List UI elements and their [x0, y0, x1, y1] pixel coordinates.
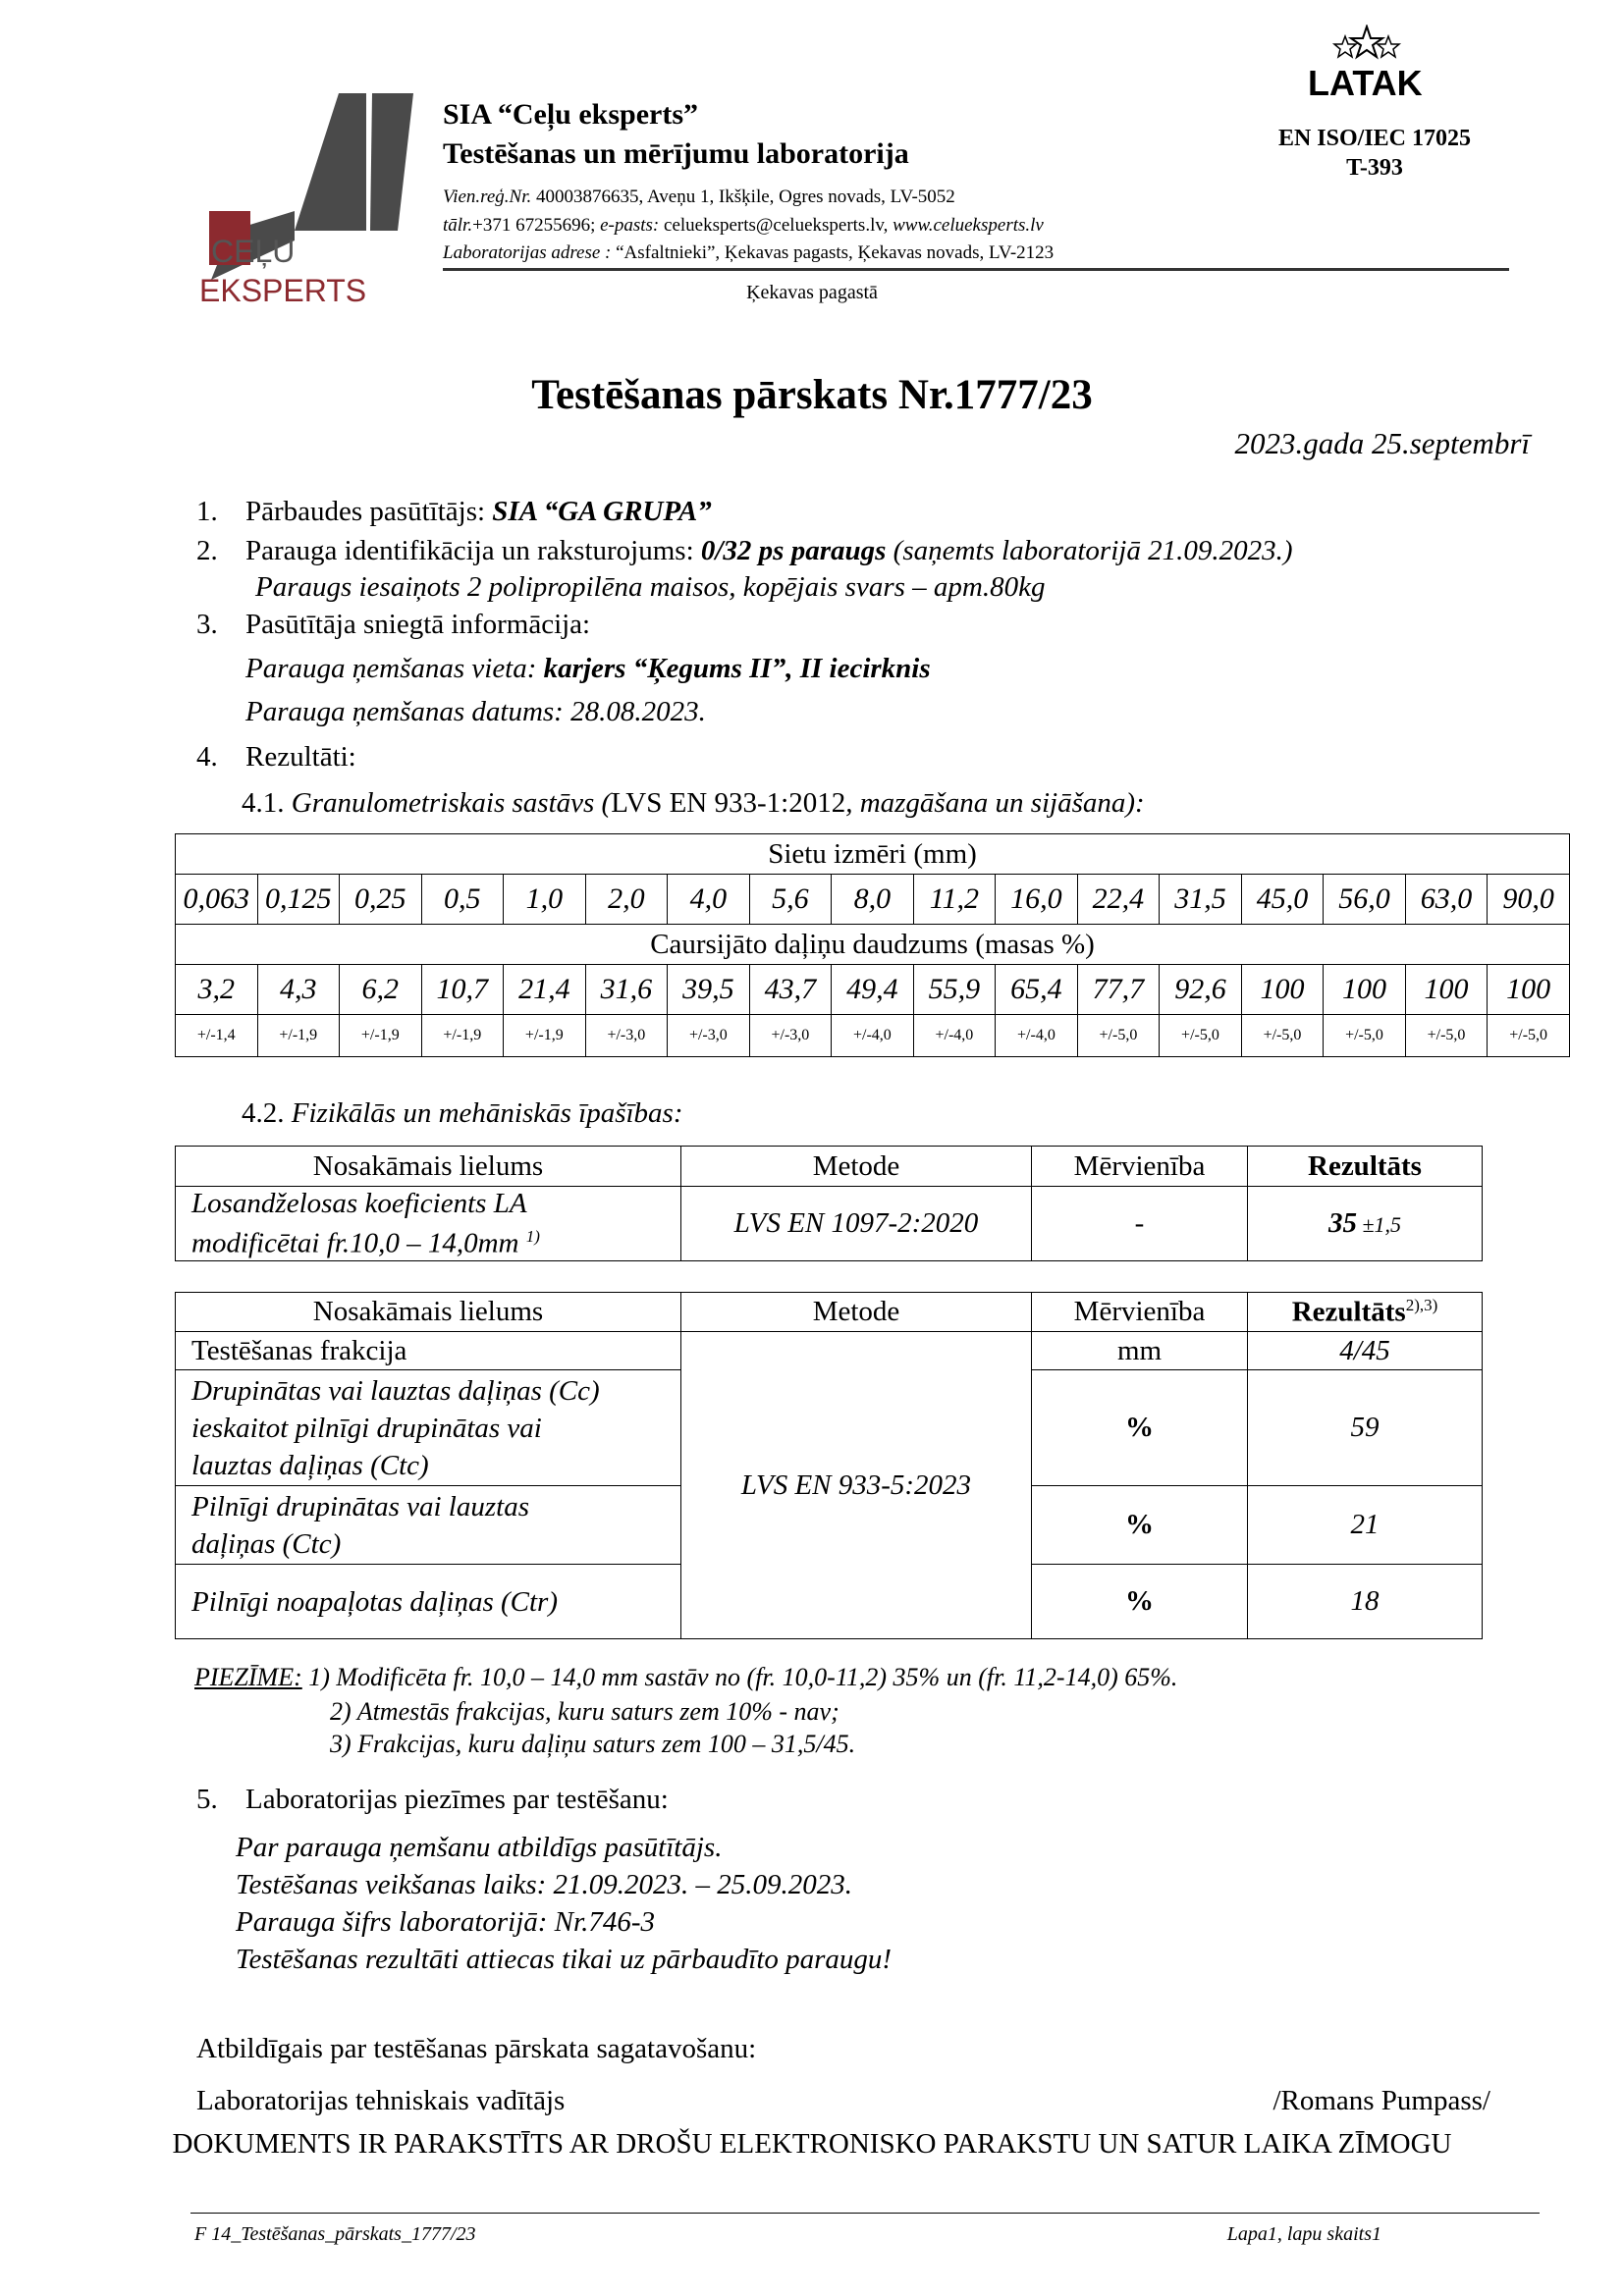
la-param-sup: 1) — [525, 1227, 540, 1246]
sampling-date: Parauga ņemšanas datums: 28.08.2023. — [245, 696, 706, 727]
frac-row-0-label: Testēšanas frakcija — [176, 1332, 681, 1370]
sieve-size-cell: 90,0 — [1488, 875, 1570, 925]
sampling-place-label: Parauga ņemšanas vieta: — [245, 653, 544, 684]
frac-row-3-label: Pilnīgi noapaļotas daļiņas (Ctr) — [176, 1565, 681, 1639]
note-label: PIEZĪME: — [194, 1663, 302, 1691]
email-label: e-pasts: — [600, 215, 660, 236]
footer-form-id: F 14_Testēšanas_pārskats_1777/23 — [194, 2223, 476, 2245]
passing-value-cell: 100 — [1241, 965, 1324, 1015]
la-uncertainty: ±1,5 — [1356, 1211, 1402, 1237]
sieve-size-cell: 0,5 — [421, 875, 504, 925]
section-3-number: 3. — [196, 609, 218, 640]
lab-address-value: “Asfaltnieki”, Ķekavas pagasts, Ķekavas novads, LV-2123 — [611, 242, 1055, 263]
sieve-size-cell: 31,5 — [1160, 875, 1242, 925]
passing-values-row — [176, 965, 1570, 1015]
la-coefficient-table — [175, 1146, 1483, 1261]
tel-label: tālr. — [443, 215, 473, 236]
tolerance-cell: +/-4,0 — [832, 1015, 914, 1057]
client-label: Pārbaudes pasūtītājs: — [245, 496, 493, 527]
frac-row-3-unit: % — [1032, 1565, 1248, 1639]
frac-row-1-unit: % — [1032, 1370, 1248, 1486]
note-1 — [194, 1663, 1177, 1692]
tolerance-cell: +/-1,9 — [257, 1015, 340, 1057]
frac-col-result-label: Rezultāts — [1291, 1296, 1406, 1328]
passing-value-cell: 65,4 — [996, 965, 1078, 1015]
passing-value-cell: 49,4 — [832, 965, 914, 1015]
frac-method: LVS EN 933-5:2023 — [681, 1332, 1032, 1639]
sieve-size-cell: 22,4 — [1077, 875, 1160, 925]
issue-place: Ķekavas pagastā — [746, 282, 878, 303]
sieve-size-cell: 8,0 — [832, 875, 914, 925]
website-link[interactable]: www.celueksperts.lv — [893, 215, 1044, 236]
la-col-result: Rezultāts — [1248, 1147, 1483, 1187]
passing-value-cell: 100 — [1488, 965, 1570, 1015]
company-contact-line — [443, 215, 1044, 237]
tolerance-cell: +/-4,0 — [913, 1015, 996, 1057]
report-title: Testēšanas pārskats Nr.1777/23 — [531, 372, 1093, 418]
passing-value-cell: 92,6 — [1160, 965, 1242, 1015]
note-2: 2) Atmestās frakcijas, kuru saturs zem 10% - nav; — [330, 1697, 839, 1726]
frac-row-1-label — [176, 1370, 681, 1486]
svg-text:EKSPERTS: EKSPERTS — [199, 273, 367, 308]
s42-label: Fizikālās un mehāniskās īpašības: — [291, 1097, 683, 1129]
email-value[interactable]: celueksperts@celueksperts.lv, — [659, 215, 893, 236]
sieve-size-cell: 63,0 — [1405, 875, 1488, 925]
frac-col-result — [1248, 1293, 1483, 1332]
lab-note-4: Testēšanas rezultāti attiecas tikai uz pārbaudīto paraugu! — [236, 1944, 893, 1975]
la-col-param: Nosakāmais lielums — [176, 1147, 681, 1187]
lab-note-2: Testēšanas veikšanas laiks: 21.09.2023. – 25.09.2023. — [236, 1869, 853, 1900]
sampling-place-value: karjers “Ķegums II”, II iecirknis — [543, 653, 931, 684]
note-3: 3) Frakcijas, kuru daļiņu saturs zem 100 – 31,5/45. — [330, 1730, 856, 1758]
la-col-unit: Mērvienība — [1032, 1147, 1248, 1187]
section-4-number: 4. — [196, 741, 218, 773]
passing-value-cell: 10,7 — [421, 965, 504, 1015]
footer-page-count: Lapa1, lapu skaits1 — [1226, 2223, 1381, 2245]
frac-col-result-sup: 2),3) — [1405, 1295, 1438, 1314]
section-5-title: Laboratorijas piezīmes par testēšanu: — [245, 1784, 669, 1815]
frac-row-2-value: 21 — [1248, 1486, 1483, 1565]
sieve-size-cell: 56,0 — [1324, 875, 1406, 925]
sieve-size-cell: 0,063 — [176, 875, 258, 925]
header-rule — [443, 268, 1509, 271]
signer-name: /Romans Pumpass/ — [1272, 2085, 1490, 2116]
lab-address-label: Laboratorijas adrese : — [443, 242, 612, 263]
section-2-number: 2. — [196, 535, 218, 566]
section-2-sample — [245, 535, 1292, 567]
s42-number: 4.2. — [242, 1097, 292, 1129]
accreditation-number: T-393 — [1346, 155, 1403, 181]
signer-role: Laboratorijas tehniskais vadītājs — [196, 2085, 566, 2116]
frac-row-1-value: 59 — [1248, 1370, 1483, 1486]
tolerance-cell: +/-5,0 — [1405, 1015, 1488, 1057]
passing-value-cell: 4,3 — [257, 965, 340, 1015]
section-1-client — [245, 496, 712, 528]
frac-row-0-value: 4/45 — [1248, 1332, 1483, 1370]
passing-value-cell: 55,9 — [913, 965, 996, 1015]
frac-row-3-value: 18 — [1248, 1565, 1483, 1639]
fractured-particles-table — [175, 1292, 1483, 1639]
lab-note-3: Parauga šifrs laboratorijā: Nr.746-3 — [236, 1906, 655, 1938]
s41-label: Granulometriskais sastāvs ( — [291, 787, 612, 819]
passing-header: Caursijāto daļiņu daudzums (masas %) — [176, 925, 1570, 965]
passing-value-cell: 21,4 — [504, 965, 586, 1015]
la-data-row — [176, 1187, 1483, 1261]
passing-value-cell: 100 — [1405, 965, 1488, 1015]
responsible-label: Atbildīgais par testēšanas pārskata sagatavošanu: — [196, 2033, 757, 2064]
svg-text:LATAK: LATAK — [1308, 63, 1423, 101]
section-3-title: Pasūtītāja sniegtā informācija: — [245, 609, 591, 640]
sieve-size-cell: 45,0 — [1241, 875, 1324, 925]
sieve-values-row — [176, 875, 1570, 925]
sample-id: 0/32 ps paraugs — [700, 535, 887, 566]
tolerance-cell: +/-5,0 — [1077, 1015, 1160, 1057]
tolerance-cell: +/-1,9 — [340, 1015, 422, 1057]
la-result-cell — [1248, 1187, 1483, 1261]
s41-rest: , mazgāšana un sijāšana): — [845, 787, 1145, 819]
reg-value: 40003876635, Aveņu 1, Ikšķile, Ogres novads, LV-5052 — [531, 187, 955, 207]
sieve-size-cell: 5,6 — [749, 875, 832, 925]
sieve-size-cell: 16,0 — [996, 875, 1078, 925]
la-param-line1: Losandželosas koeficients LA — [191, 1188, 527, 1219]
tolerance-cell: +/-1,4 — [176, 1015, 258, 1057]
tolerance-cell: +/-3,0 — [749, 1015, 832, 1057]
tolerance-cell: +/-3,0 — [585, 1015, 668, 1057]
la-unit: - — [1032, 1187, 1248, 1261]
frac-row-1-l3: lauztas daļiņas (Ctc) — [191, 1449, 429, 1481]
note-1-text: 1) Modificēta fr. 10,0 – 14,0 mm sastāv no (fr. 10,0-11,2) 35% un (fr. 11,2-14,0) 65%. — [301, 1663, 1178, 1691]
section-5-number: 5. — [196, 1784, 218, 1815]
section-1-number: 1. — [196, 496, 218, 527]
passing-value-cell: 31,6 — [585, 965, 668, 1015]
sample-label: Parauga identifikācija un raksturojums: — [245, 535, 701, 566]
e-signature-statement: DOKUMENTS IR PARAKSTĪTS AR DROŠU ELEKTRONISKO PARAKSTU UN SATUR LAIKA ZĪMOGU — [172, 2128, 1452, 2160]
footer-rule — [190, 2213, 1540, 2214]
s41-number: 4.1. — [242, 787, 292, 819]
company-lab-address — [443, 242, 1054, 264]
section-4-2-title — [242, 1097, 683, 1130]
passing-header-row — [176, 925, 1570, 965]
la-method: LVS EN 1097-2:2020 — [681, 1187, 1032, 1261]
la-param-line2: modificētai fr.10,0 – 14,0mm — [191, 1227, 526, 1259]
company-reg-line — [443, 187, 955, 208]
la-header-row — [176, 1147, 1483, 1187]
tolerance-cell: +/-1,9 — [504, 1015, 586, 1057]
frac-row-2-l2: daļiņas (Ctc) — [191, 1527, 342, 1560]
sieve-size-cell: 11,2 — [913, 875, 996, 925]
tolerance-cell: +/-1,9 — [421, 1015, 504, 1057]
company-logo — [191, 93, 427, 309]
section-4-title: Rezultāti: — [245, 741, 356, 773]
sample-received: (saņemts laboratorijā 21.09.2023.) — [886, 535, 1293, 566]
frac-row-1-l2: ieskaitot pilnīgi drupinātas vai — [191, 1412, 542, 1444]
sieve-size-header: Sietu izmēri (mm) — [176, 834, 1570, 875]
frac-row-1-l1: Drupinātas vai lauztas daļiņas (Cc) — [191, 1374, 600, 1407]
frac-col-unit: Mērvienība — [1032, 1293, 1248, 1332]
frac-row-2-l1: Pilnīgi drupinātas vai lauztas — [191, 1490, 529, 1522]
frac-row-2-unit: % — [1032, 1486, 1248, 1565]
la-result: 35 — [1327, 1206, 1357, 1239]
accreditation-standard: EN ISO/IEC 17025 — [1277, 126, 1472, 151]
passing-value-cell: 3,2 — [176, 965, 258, 1015]
frac-row-2-label — [176, 1486, 681, 1565]
s41-standard: LVS EN 933-1:2012 — [611, 787, 846, 819]
gradation-table — [175, 833, 1570, 1057]
frac-header-row — [176, 1293, 1483, 1332]
lab-note-1: Par parauga ņemšanu atbildīgs pasūtītājs. — [236, 1832, 723, 1863]
frac-row-fraction — [176, 1332, 1483, 1370]
svg-text:CEĻU: CEĻU — [211, 234, 296, 269]
la-param — [176, 1187, 681, 1261]
la-col-method: Metode — [681, 1147, 1032, 1187]
latak-accreditation-logo — [1306, 25, 1429, 101]
company-subtitle: Testēšanas un mērījumu laboratorija — [443, 137, 909, 170]
sampling-place — [245, 653, 931, 685]
passing-value-cell: 6,2 — [340, 965, 422, 1015]
company-name: SIA “Ceļu eksperts” — [443, 98, 699, 131]
sieve-size-cell: 0,25 — [340, 875, 422, 925]
tolerance-cell: +/-3,0 — [668, 1015, 750, 1057]
passing-value-cell: 77,7 — [1077, 965, 1160, 1015]
passing-value-cell: 100 — [1324, 965, 1406, 1015]
tolerance-cell: +/-5,0 — [1488, 1015, 1570, 1057]
frac-col-method: Metode — [681, 1293, 1032, 1332]
sieve-header-row — [176, 834, 1570, 875]
sieve-size-cell: 4,0 — [668, 875, 750, 925]
client-value: SIA “GA GRUPA” — [492, 496, 712, 527]
frac-col-param: Nosakāmais lielums — [176, 1293, 681, 1332]
tel-value: +371 67255696; — [472, 215, 601, 236]
report-date: 2023.gada 25.septembrī — [1234, 426, 1530, 460]
section-4-1-title — [242, 787, 1145, 820]
sieve-size-cell: 2,0 — [585, 875, 668, 925]
tolerance-row — [176, 1015, 1570, 1057]
tolerance-cell: +/-5,0 — [1324, 1015, 1406, 1057]
passing-value-cell: 43,7 — [749, 965, 832, 1015]
passing-value-cell: 39,5 — [668, 965, 750, 1015]
reg-label: Vien.reģ.Nr. — [443, 187, 532, 207]
tolerance-cell: +/-5,0 — [1241, 1015, 1324, 1057]
sieve-size-cell: 0,125 — [257, 875, 340, 925]
tolerance-cell: +/-4,0 — [996, 1015, 1078, 1057]
tolerance-cell: +/-5,0 — [1160, 1015, 1242, 1057]
sieve-size-cell: 1,0 — [504, 875, 586, 925]
frac-row-0-unit: mm — [1032, 1332, 1248, 1370]
sample-packaging: Paraugs iesaiņots 2 polipropilēna maisos, kopējais svars – apm.80kg — [255, 571, 1046, 603]
